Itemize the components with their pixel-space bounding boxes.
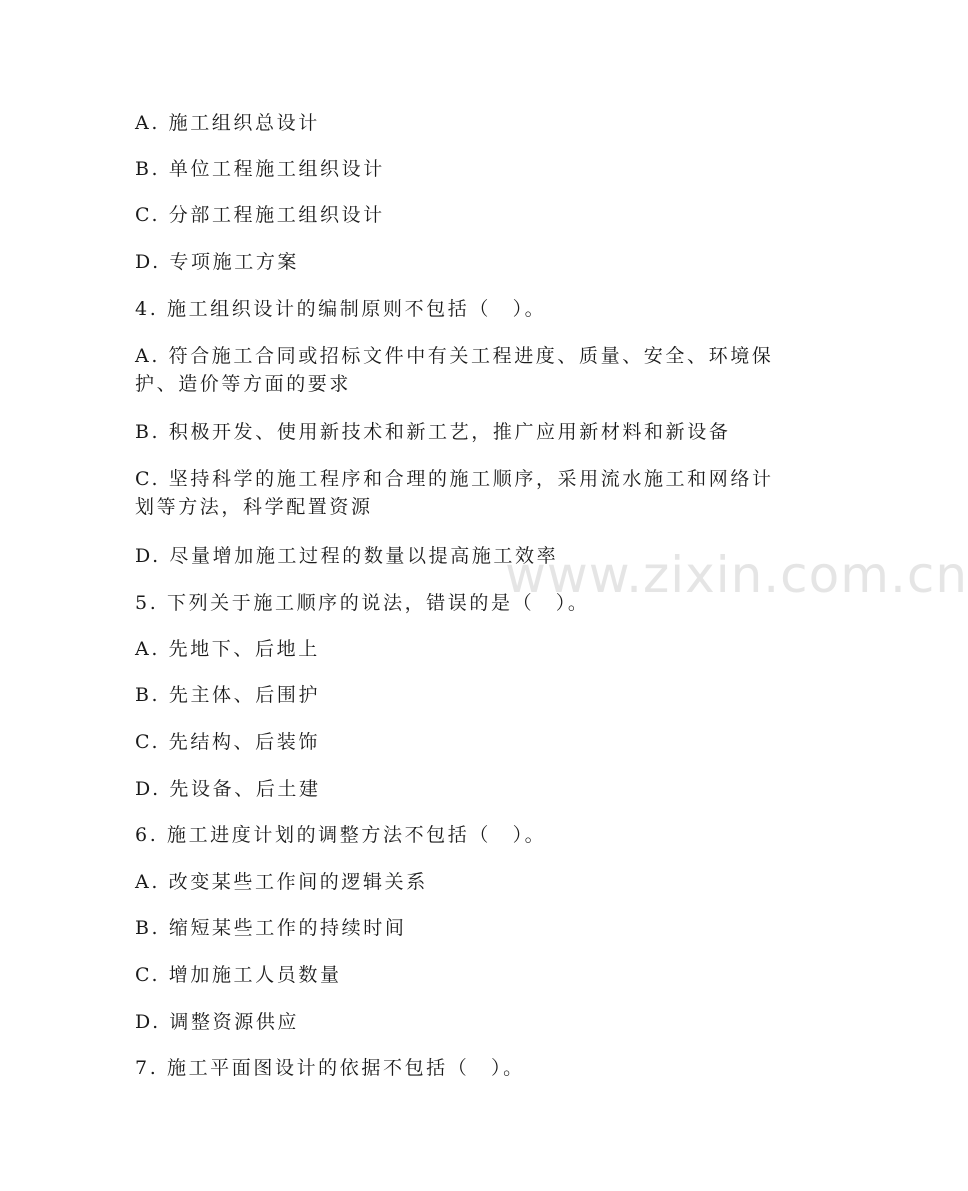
question-6-option-d: D. 调整资源供应: [135, 1011, 300, 1033]
question-4-option-c: C. 坚持科学的施工程序和合理的施工顺序，采用流水施工和网络计划等方法，科学配置资源: [135, 468, 774, 518]
option-a-line: A. 施工组织总设计: [135, 112, 320, 134]
option-d-line: D. 专项施工方案: [135, 251, 300, 273]
question-5-option-b: B. 先主体、后围护: [135, 684, 321, 706]
question-6-option-b: B. 缩短某些工作的持续时间: [135, 917, 407, 939]
question-5-option-d: D. 先设备、后土建: [135, 778, 321, 800]
option-b-line: B. 单位工程施工组织设计: [135, 158, 385, 180]
watermark: www.zixin.com.cn: [505, 546, 968, 604]
question-4-option-a: A. 符合施工合同或招标文件中有关工程进度、质量、安全、环境保护、造价等方面的要求: [135, 345, 774, 395]
question-5-option-c: C. 先结构、后装饰: [135, 731, 320, 753]
question-4: 4. 施工组织设计的编制原则不包括（ ）。: [135, 298, 547, 320]
question-7: 7. 施工平面图设计的依据不包括（ ）。: [135, 1057, 525, 1079]
question-6-option-c: C. 增加施工人员数量: [135, 964, 342, 986]
question-6-option-a: A. 改变某些工作间的逻辑关系: [135, 871, 428, 893]
question-5-option-a: A. 先地下、后地上: [135, 638, 320, 660]
question-6: 6. 施工进度计划的调整方法不包括（ ）。: [135, 824, 547, 846]
option-c-line: C. 分部工程施工组织设计: [135, 204, 385, 226]
question-4-option-d: D. 尽量增加施工过程的数量以提高施工效率: [135, 545, 559, 567]
question-4-option-b: B. 积极开发、使用新技术和新工艺，推广应用新材料和新设备: [135, 421, 731, 443]
question-5: 5. 下列关于施工顺序的说法，错误的是（ ）。: [135, 592, 590, 614]
